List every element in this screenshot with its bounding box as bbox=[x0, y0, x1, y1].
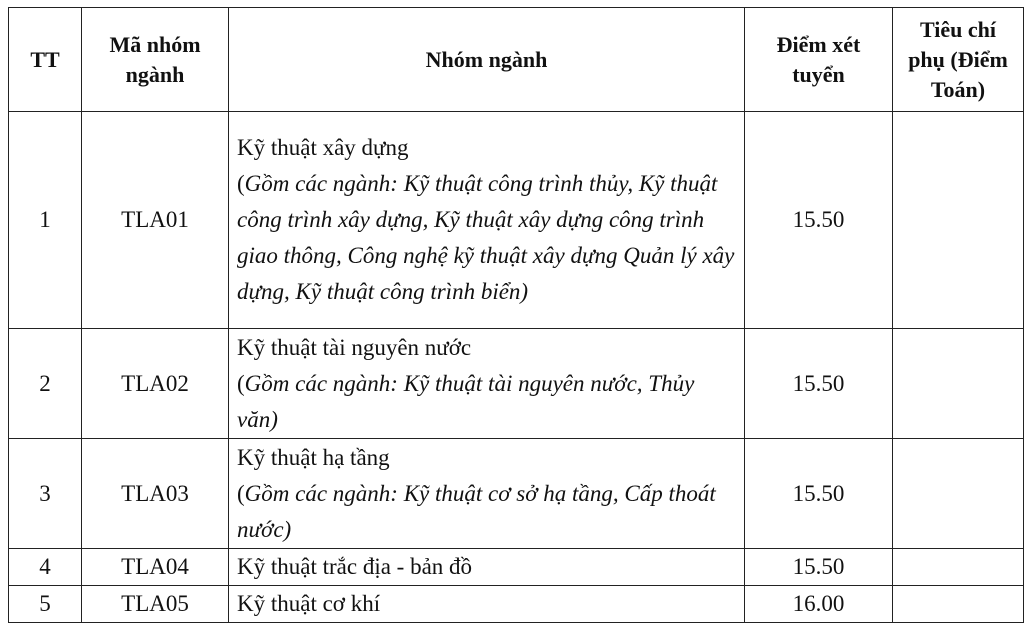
group-members bbox=[237, 476, 738, 548]
header-code: Mã nhóm ngành bbox=[82, 8, 229, 112]
group-members bbox=[237, 166, 738, 310]
cell-code: TLA05 bbox=[82, 586, 229, 623]
header-group: Nhóm ngành bbox=[229, 8, 745, 112]
cell-code: TLA04 bbox=[82, 549, 229, 586]
cell-group bbox=[229, 112, 745, 329]
cell-criteria bbox=[893, 586, 1024, 623]
cell-group bbox=[229, 439, 745, 549]
cell-group bbox=[229, 329, 745, 439]
cell-criteria bbox=[893, 329, 1024, 439]
paren: ( bbox=[237, 171, 245, 196]
cell-criteria bbox=[893, 112, 1024, 329]
cell-score: 15.50 bbox=[745, 439, 893, 549]
table-row bbox=[9, 586, 1024, 623]
cell-criteria bbox=[893, 549, 1024, 586]
cell-criteria bbox=[893, 439, 1024, 549]
header-tt: TT bbox=[9, 8, 82, 112]
cell-tt: 2 bbox=[9, 329, 82, 439]
cell-group: Kỹ thuật trắc địa - bản đồ bbox=[229, 549, 745, 586]
table-row bbox=[9, 439, 1024, 549]
header-score: Điểm xét tuyển bbox=[745, 8, 893, 112]
table-row bbox=[9, 112, 1024, 329]
group-members bbox=[237, 366, 738, 438]
header-row bbox=[9, 8, 1024, 112]
header-criteria: Tiêu chí phụ (Điểm Toán) bbox=[893, 8, 1024, 112]
group-name: Kỹ thuật tài nguyên nước bbox=[237, 334, 472, 360]
cell-tt: 4 bbox=[9, 549, 82, 586]
paren: ( bbox=[237, 370, 245, 396]
cell-code: TLA02 bbox=[82, 329, 229, 439]
cell-tt: 5 bbox=[9, 586, 82, 623]
table-row bbox=[9, 549, 1024, 586]
paren: ( bbox=[237, 480, 245, 506]
group-members-text: Gồm các ngành: Kỹ thuật công trình thủy, Kỹ thuật công trình xây dựng, Kỹ thuật xây dựng công trình giao thông, Công nghệ kỹ thuật xây dựng Quản lý xây dựng, Kỹ thuật công trình biển) bbox=[237, 171, 735, 304]
cell-tt: 1 bbox=[9, 112, 82, 329]
group-name: Kỹ thuật xây dựng bbox=[237, 135, 409, 160]
cell-code: TLA01 bbox=[82, 112, 229, 329]
cell-code: TLA03 bbox=[82, 439, 229, 549]
admission-scores-table bbox=[8, 7, 1024, 623]
group-members-text: Gồm các ngành: Kỹ thuật cơ sở hạ tầng, Cấp thoát nước) bbox=[237, 480, 716, 542]
cell-score: 16.00 bbox=[745, 586, 893, 623]
group-members-text: Gồm các ngành: Kỹ thuật tài nguyên nước, Thủy văn) bbox=[237, 370, 695, 432]
cell-score: 15.50 bbox=[745, 549, 893, 586]
table-row bbox=[9, 329, 1024, 439]
cell-tt: 3 bbox=[9, 439, 82, 549]
group-name: Kỹ thuật hạ tầng bbox=[237, 444, 390, 470]
cell-score: 15.50 bbox=[745, 329, 893, 439]
cell-score: 15.50 bbox=[745, 112, 893, 329]
cell-group: Kỹ thuật cơ khí bbox=[229, 586, 745, 623]
